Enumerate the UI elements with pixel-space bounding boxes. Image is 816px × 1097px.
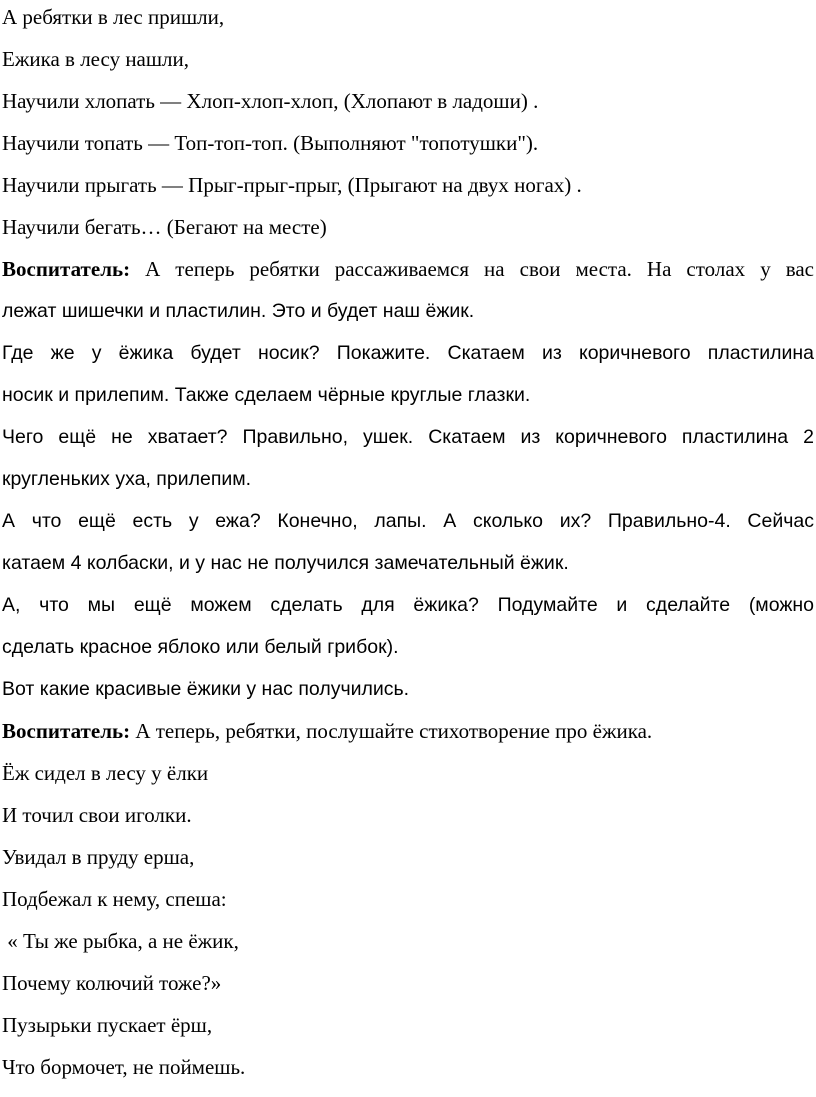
paws-paragraph-line-1: А что ещё есть у ежа? Конечно, лапы. А сколько их? Правильно-4. Сейчас xyxy=(2,510,814,532)
poem-line-6: Почему колючий тоже?» xyxy=(2,971,222,995)
rhyme-line-2: Ежика в лесу нашли, xyxy=(2,47,190,71)
teacher-text: А теперь ребятки рассаживаемся на свои места. На столах у вас xyxy=(130,257,814,281)
poem-line-7: Пузырьки пускает ёрш, xyxy=(2,1013,213,1037)
ears-paragraph-line-1: Чего ещё не хватает? Правильно, ушек. Скатаем из коричневого пластилина 2 xyxy=(2,426,814,448)
poem-line-1: Ёж сидел в лесу у ёлки xyxy=(2,761,209,785)
rhyme-line-3: Научили хлопать — Хлоп-хлоп-хлоп, (Хлопают в ладоши) . xyxy=(2,89,539,113)
poem-line-2: И точил свои иголки. xyxy=(2,803,192,827)
poem-line-5: « Ты же рыбка, а не ёжик, xyxy=(2,929,239,953)
rhyme-line-6: Научили бегать… (Бегают на месте) xyxy=(2,215,327,239)
rhyme-line-5: Научили прыгать — Прыг-прыг-прыг, (Прыгают на двух ногах) . xyxy=(2,173,582,197)
teacher-label: Воспитатель: xyxy=(2,719,131,743)
teacher-paragraph-1-line-1 xyxy=(2,254,814,284)
nose-paragraph-line-1: Где же у ёжика будет носик? Покажите. Скатаем из коричневого пластилина xyxy=(2,342,814,364)
teacher-paragraph-1-line-2: лежат шишечки и пластилин. Это и будет наш ёжик. xyxy=(2,300,475,322)
rhyme-line-4: Научили топать — Топ-топ-топ. (Выполняют "топотушки"). xyxy=(2,131,539,155)
poem-line-3: Увидал в пруду ерша, xyxy=(2,845,195,869)
teacher-text: А теперь, ребятки, послушайте стихотворение про ёжика. xyxy=(130,719,653,743)
poem-line-8: Что бормочет, не поймешь. xyxy=(2,1055,246,1079)
extra-paragraph-line-1: А, что мы ещё можем сделать для ёжика? Подумайте и сделайте (можно xyxy=(2,594,814,616)
rhyme-line-1: А ребятки в лес пришли, xyxy=(2,5,225,29)
teacher-label: Воспитатель: xyxy=(2,257,131,281)
extra-paragraph-line-2: сделать красное яблоко или белый грибок). xyxy=(2,636,399,658)
result-paragraph: Вот какие красивые ёжики у нас получились. xyxy=(2,678,410,700)
paws-paragraph-line-2: катаем 4 колбаски, и у нас не получился замечательный ёжик. xyxy=(2,552,569,574)
ears-paragraph-line-2: кругленьких уха, прилепим. xyxy=(2,468,252,490)
teacher-paragraph-2 xyxy=(2,716,814,746)
nose-paragraph-line-2: носик и прилепим. Также сделаем чёрные круглые глазки. xyxy=(2,384,531,406)
poem-line-4: Подбежал к нему, спеша: xyxy=(2,887,227,911)
